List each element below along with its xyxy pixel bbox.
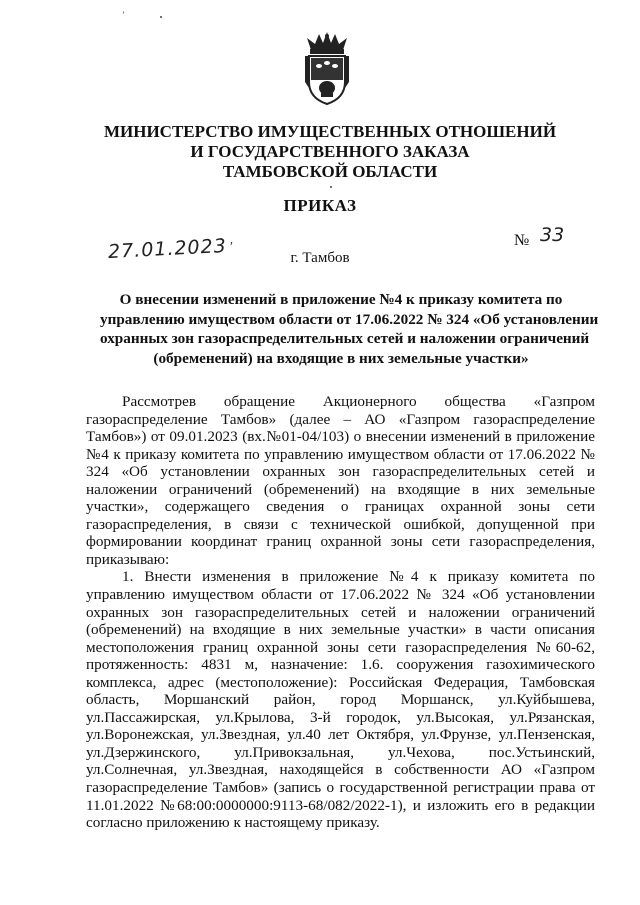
tambov-coat-of-arms-icon [297,30,357,106]
scan-dot [160,16,162,18]
subject-line: управлению имуществом области от 17.06.2022 № 324 «Об установлении [100,310,599,328]
subject-line: охранных зон газораспределительных сетей и наложении ограничений [100,330,590,348]
preamble-paragraph: Рассмотрев обращение Акционерного общества «Газпром газораспределение Тамбов» (далее – АО «Газпром газораспределение Тамбов») от 09.01.2023 (вх.№01-04/103) о внесении изменений в приложение №4 к приказу комитета по управлению имуществом области от 17.06.2022 № 324 «Об установлении охранных зон газораспределительных сетей и наложении ограничений (обременений) на входящие в них земельные участки», содержащего сведения о границах охранной зоны сети газораспределения, в связи с технической ошибкой, допущенной при формировании координат границ охранной зоны сети газораспределения, приказываю: [86,393,595,568]
order-number-label: № [514,232,530,249]
handwritten-date: 27.01.2023 [107,234,228,264]
handwritten-order-number: 33 [540,224,565,246]
order-body [86,393,595,832]
city: г. Тамбов [290,250,350,266]
subject-line: О внесении изменений в приложение №4 к приказу комитета по [119,291,563,308]
ministry-line: И ГОСУДАРСТВЕННОГО ЗАКАЗА [190,142,470,161]
subject-line: (обременений) на входящие в них земельные участки» [153,349,529,367]
ministry-title [60,122,600,182]
ministry-line: МИНИСТЕРСТВО ИМУЩЕСТВЕННЫХ ОТНОШЕНИЙ [103,122,557,141]
scan-dot [330,186,332,188]
date-tick-mark: ′ [230,240,234,255]
document-type: ПРИКАЗ [283,196,357,215]
clause-1-paragraph: 1. Внести изменения в приложение №4 к приказу комитета по управлению имуществом области от 17.06.2022 № 324 «Об установлении охранных зон газораспределительных сетей и наложении ограничений (обременений) на входящие в них земельные участки» в части описания местоположения границ охранной зоны сети газораспределения №60-62, протяженность: 4831 м, назначение: 1.6. сооружения газохимического комплекса, адрес (местоположение): Российская Федерация, Тамбовская область, Моршанский район, город Моршанск, ул.Куйбышева, ул.Пассажирская, ул.Крылова, 3-й городок, ул.Высокая, ул.Рязанская, ул.Воронежская, ул.Звездная, ул.40 лет Октября, ул.Фрунзе, ул.Пензенская, ул.Дзержинского, ул.Привокзальная, ул.Чехова, пос.Устьинский, ул.Солнечная, ул.Звездная, находящейся в собственности АО «Газпром газораспределение Тамбов» (запись о государственной регистрации права от 11.01.2022 №68:00:0000000:9113-68/082/2022-1), и изложить его в редакции согласно приложению к настоящему приказу. [86,568,595,832]
order-subject [100,290,599,368]
scan-mark: ʼ [122,10,125,20]
ministry-line: ТАМБОВСКОЙ ОБЛАСТИ [222,162,438,181]
